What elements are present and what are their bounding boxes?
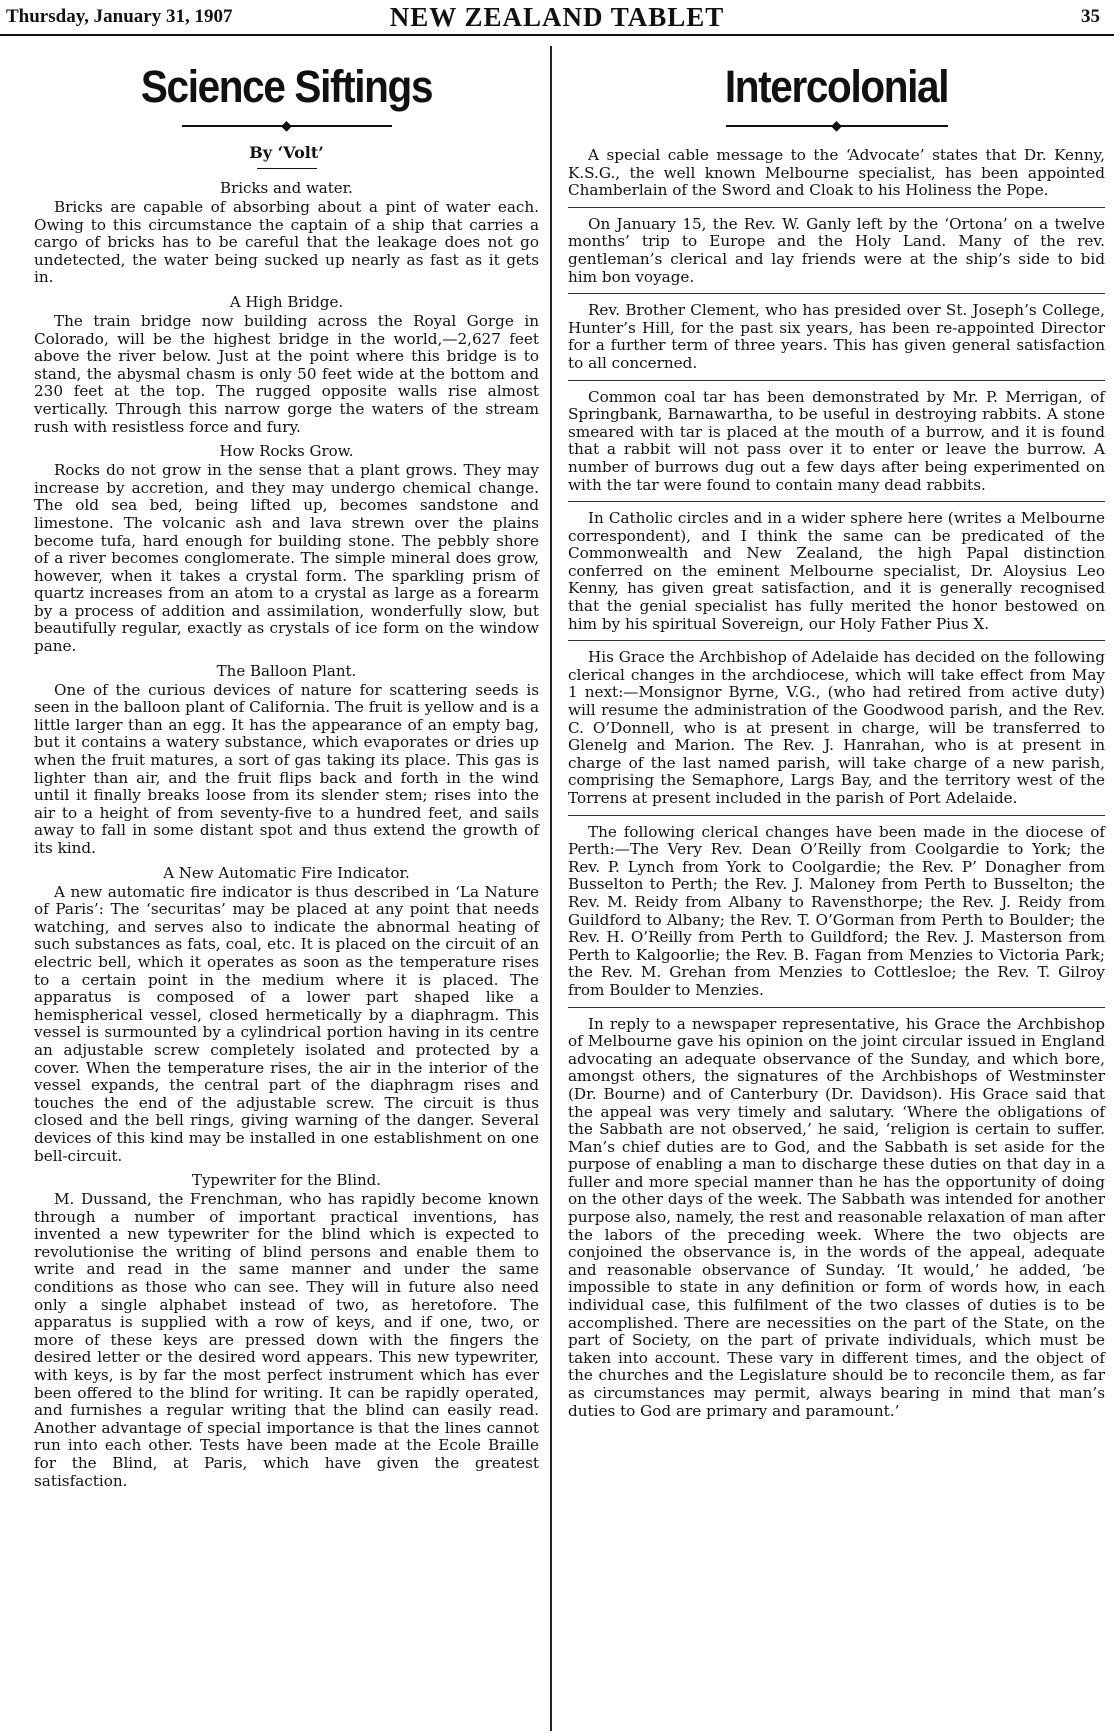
section-title-typewriter: Typewriter for the Blind. <box>191 1171 382 1190</box>
byline: By ‘Volt’ <box>249 143 324 162</box>
issue-date: Thursday, January 31, 1907 <box>6 6 233 27</box>
article-paragraph: Rocks do not grow in the sense that a plant grows. They may increase by accretion, and they may undergo chemical change. The old sea bed, being lifted up, becomes sandstone and limestone. The volcanic ash and lava strewn over the plains become tufa, hard enough for building stone. The pebbly shore of a river becomes conglomerate. The simple mineral does grow, however, when it takes a crystal form. The sparkling prism of quartz increases from an atom to a crystal as large as a forearm by a process of addition and assimilation, wonderfully slow, but beautifully regular, exactly as crystals of ice form on the window pane. <box>34 461 539 656</box>
news-item-sabbath-observance: In reply to a newspaper representative, his Grace the Archbishop of Melbourne gave his opinion on the joint circular issued in England advocating an adequate observance of the Sunday, and which bore, amongst others, the signatures of the Archbishops of Westminster (Dr. Bourne) and of Canterbury (Dr. Davidson). His Grace said that the appeal was very timely and salutary. ‘Where the obligations of the Sabbath are not observed,’ he said, ‘religion is certain to suffer. Man’s chief duties are to God, and the Sabbath is set aside for the purpose of enabling a man to discharge these duties on that day in a fuller and more special manner than he has the opportunity of doing on the other days of the week. The Sabbath was intended for another purpose also, namely, the rest and reasonable relaxation of man after the labors of the preceding week. Where the two objects are conjoined the observance is, in the words of the appeal, adequate and reasonable observance of Sunday. ‘It would,’ he added, ‘be impossible to state in any definition or form of words how, in each individual case, this fulfilment of the two classes of duties is to be accomplished. There are necessities on the part of the State, on the part of Society, on the part of private individuals, which must be taken into account. These vary in different times, and the object of the churches and the Legislature should be to reconcile them, as far as circumstances may permit, always bearing in mind that man’s duties to God are primary and paramount.’ <box>568 1007 1105 1421</box>
article-paragraph: M. Dussand, the Frenchman, who has rapidly become known through a number of important practical inventions, has invented a new typewriter for the blind which is expected to revolutionise the writing of blind persons and enable them to write and read in the same manner and under the same conditions as those who can see. They will in future also need only a single alphabet instead of two, as heretofore. The apparatus is supplied with a row of keys, and if one, two, or more of these keys are pressed down with the fingers the desired letter or the desired word appears. This new typewriter, with keys, is by far the most perfect instrument which has ever been offered to the blind for writing. It can be rapidly operated, and furnishes a regular writing that the blind can easily read. Another advantage of special importance is that the lines cannot run into each other. Tests have been made at the Ecole Braille for the Blind, at Paris, which have given the greatest satisfaction. <box>34 1190 539 1490</box>
byline-rule <box>257 168 317 169</box>
article-paragraph: A new automatic fire indicator is thus described in ‘La Nature of Paris’: The ‘securitas’ may be placed at any point that needs watching, and serves also to indicate the abnormal heating of such substances as fats, coal, etc. It is placed on the circuit of an electric bell, which it operates as soon as the temperature rises to a certain point in the medium where it is placed. The apparatus is composed of a lower part shaped like a hemispherical vessel, closed hermetically by a diaphragm. This vessel is surmounted by a cylindrical portion having in its centre an adjustable screw completely isolated and protected by a cover. When the temperature rises, the air in the interior of the vessel expands, the central part of the diaphragm rises and touches the end of the adjustable screw. The circuit is thus closed and the bell rings, giving warning of the danger. Several devices of this kind may be installed in one establishment on one bell-circuit. <box>34 882 539 1165</box>
science-siftings-column <box>34 60 539 1496</box>
intercolonial-heading: Intercolonial <box>724 61 949 112</box>
news-item-adelaide-changes: His Grace the Archbishop of Adelaide has decided on the following clerical changes in the archdiocese, which will take effect from May 1 next:—Monsignor Byrne, V.G., (who had retired from active duty) will resume the administration of the Goodwood parish, and the Rev. C. O’Donnell, who is at present in charge, will be transferred to Glenelg and Marion. The Rev. J. Hanrahan, who is at present in charge of the last named parish, will take charge of a new parish, comprising the Semaphore, Largs Bay, and the territory west of the Torrens at present included in the parish of Port Adelaide. <box>568 640 1105 807</box>
newspaper-title: NEW ZEALAND TABLET <box>389 2 725 32</box>
news-item-brother-clement: Rev. Brother Clement, who has presided over St. Joseph’s College, Hunter’s Hill, for the past six years, has been re-appointed Director for a further term of three years. This has given general satisfaction to all concerned. <box>568 293 1105 372</box>
intercolonial-column <box>568 60 1105 1427</box>
page-number: 35 <box>1081 6 1100 27</box>
article-paragraph: Bricks are capable of absorbing about a pint of water each. Owing to this circumstance the captain of a ship that carries a cargo of bricks has to be careful that the leakage does not go undetected, the water being sucked up nearly as fast as it gets in. <box>34 198 539 287</box>
section-title-fire-indicator: A New Automatic Fire Indicator. <box>163 863 410 882</box>
diamond-icon: ◆ <box>831 118 842 134</box>
section-title-bricks: Bricks and water. <box>220 179 353 197</box>
masthead <box>0 0 1114 36</box>
heading-ornament <box>34 119 539 133</box>
section-title-rocks: How Rocks Grow. <box>219 442 354 461</box>
news-item-ganly-voyage: On January 15, the Rev. W. Ganly left by the ‘Ortona’ on a twelve months’ trip to Europe and the Holy Land. Many of the rev. gentleman’s clerical and lay friends were at the ship’s side to bid him bon voyage. <box>568 207 1105 286</box>
news-item-papal-distinction: In Catholic circles and in a wider sphere here (writes a Melbourne correspondent), and I think the same can be predicated of the Commonwealth and New Zealand, the high Papal distinction conferred on the eminent Melbourne specialist, Dr. Aloysius Leo Kenny, has given great satisfaction, and it is generally recognised that the genial specialist has fully merited the honor bestowed on him by his spiritual Sovereign, our Holy Father Pius X. <box>568 501 1105 633</box>
diamond-icon: ◆ <box>281 118 292 134</box>
science-siftings-heading: Science Siftings <box>140 61 433 112</box>
section-title-balloon-plant: The Balloon Plant. <box>216 661 357 680</box>
news-item-kenny-chamberlain: A special cable message to the ‘Advocate’ states that Dr. Kenny, K.S.G., the well known Melbourne specialist, has been appointed Chamberlain of the Sword and Cloak to his Holiness the Pope. <box>568 146 1105 200</box>
column-divider <box>550 46 552 1731</box>
article-paragraph: The train bridge now building across the Royal Gorge in Colorado, will be the highest bridge in the world,—2,627 feet above the river below. Just at the point where this bridge is to stand, the abysmal chasm is only 50 feet wide at the bottom and 230 feet at the top. The rugged opposite walls rise almost vertically. Through this narrow gorge the waters of the stream rush with resistless force and fury. <box>34 311 539 436</box>
news-item-perth-changes: The following clerical changes have been made in the diocese of Perth:—The Very Rev. Dean O’Reilly from Coolgardie to York; the Rev. P. Lynch from York to Coolgardie; the Rev. P’ Donagher from Busselton to Perth; the Rev. J. Maloney from Perth to Busselton; the Rev. M. Reidy from Albany to Ravensthorpe; the Rev. J. Reidy from Guildford to Albany; the Rev. T. O’Gorman from Perth to Boulder; the Rev. H. O’Reilly from Perth to Guildford; the Rev. J. Masterson from Perth to Kalgoorlie; the Rev. B. Fagan from Menzies to Victoria Park; the Rev. M. Grehan from Menzies to Cottlesloe; the Rev. T. Gilroy from Boulder to Menzies. <box>568 815 1105 1000</box>
heading-ornament <box>568 119 1105 133</box>
section-title-bridge: A High Bridge. <box>229 292 344 311</box>
article-paragraph: One of the curious devices of nature for scattering seeds is seen in the balloon plant of California. The fruit is yellow and is a little larger than an egg. It has the appearance of an empty bag, but it contains a watery substance, which evaporates or dries up when the fruit matures, a sort of gas taking its place. This gas is lighter than air, and the fruit flips back and forth in the wind until it finally breaks loose from its slender stem; rises into the air to a height of from seventy-five to a hundred feet, and sails away to fall in some distant spot and thus extend the growth of its kind. <box>34 680 539 857</box>
news-item-coal-tar-rabbits: Common coal tar has been demonstrated by Mr. P. Merrigan, of Springbank, Barnawartha, to be useful in destroying rabbits. A stone smeared with tar is placed at the mouth of a burrow, and it is found that a rabbit will not pass over it to enter or leave the burrow. A number of burrows dug out a few days after being experimented on with the tar were found to contain many dead rabbits. <box>568 380 1105 495</box>
